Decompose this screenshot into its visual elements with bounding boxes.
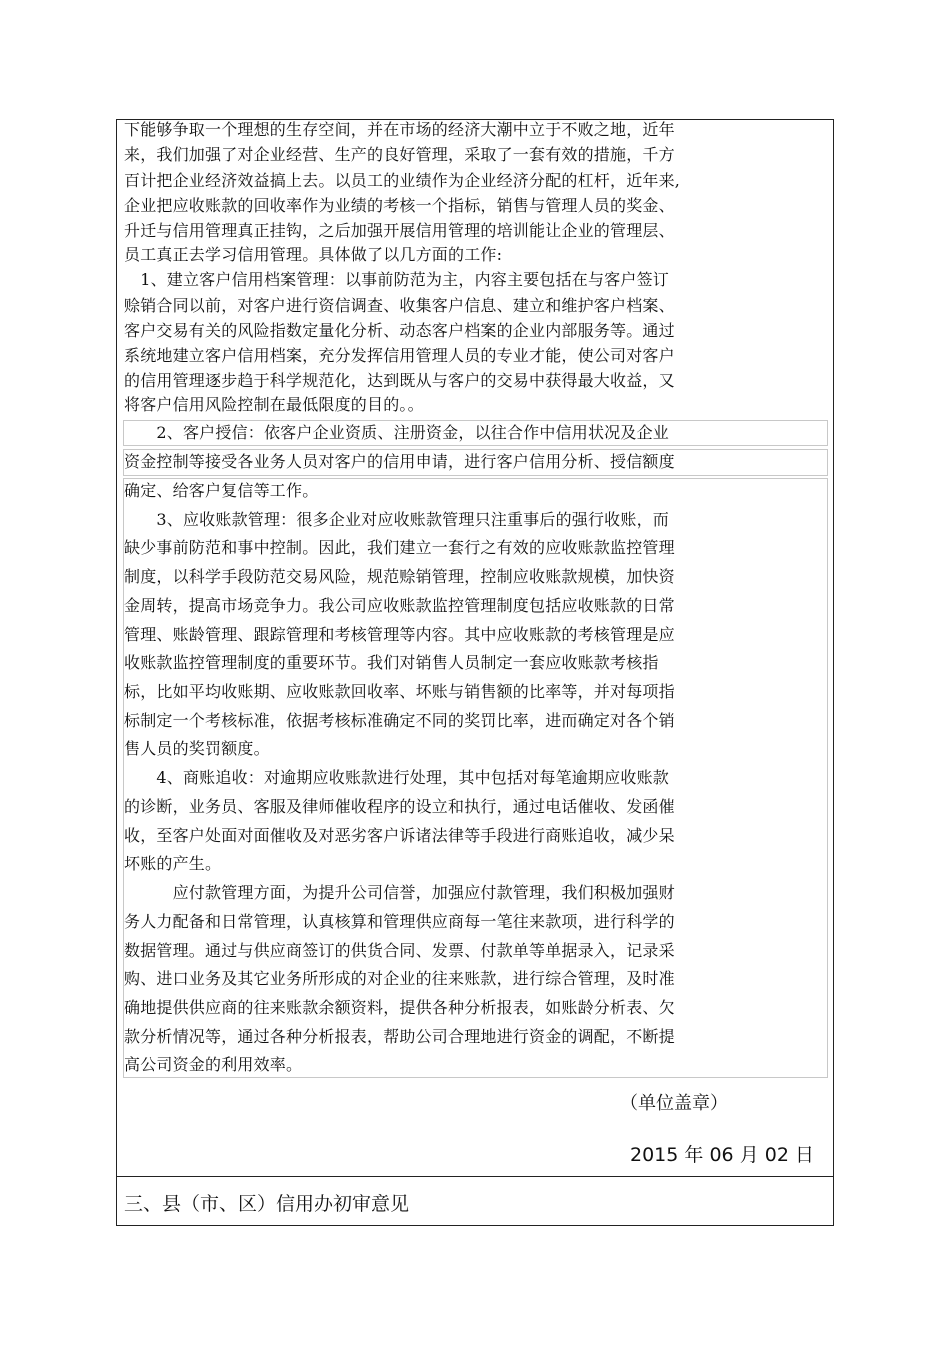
body-line: 制度，以科学手段防范交易风险，规范赊销管理，控制应收账款规模，加快资 xyxy=(124,567,675,586)
body-line: 来，我们加强了对企业经营、生产的良好管理，采取了一套有效的措施，千方 xyxy=(124,145,675,164)
date-day-unit: 日 xyxy=(794,1144,814,1166)
body-line: 下能够争取一个理想的生存空间，并在市场的经济大潮中立于不败之地，近年 xyxy=(124,120,675,139)
date-day: 02 xyxy=(764,1144,789,1166)
body-line: 系统地建立客户信用档案，充分发挥信用管理人员的专业才能，使公司对客户 xyxy=(124,346,675,365)
body-line: 标制定一个考核标准，依据考核标准确定不同的奖罚比率，进而确定对各个销 xyxy=(124,711,675,730)
body-line: 确地提供供应商的往来账款余额资料，提供各种分析报表，如账龄分析表、欠 xyxy=(124,998,675,1017)
date-year-unit: 年 xyxy=(684,1144,704,1166)
body-line: 高公司资金的利用效率。 xyxy=(124,1055,303,1074)
section-divider xyxy=(116,1176,834,1177)
body-line: 管理、账龄管理、跟踪管理和考核管理等内容。其中应收账款的考核管理是应 xyxy=(124,625,675,644)
section-title: 三、县（市、区）信用办初审意见 xyxy=(124,1193,410,1215)
body-line: 2、客户授信：依客户企业资质、注册资金，以往合作中信用状况及企业 xyxy=(124,423,669,442)
body-line: 购、进口业务及其它业务所形成的对企业的往来账款，进行综合管理，及时准 xyxy=(124,969,675,988)
body-line: 升迁与信用管理真正挂钩，之后加强开展信用管理的培训能让企业的管理层、 xyxy=(124,221,675,240)
body-line: 缺少事前防范和事中控制。因此，我们建立一套行之有效的应收账款监控管理 xyxy=(124,538,675,557)
unit-stamp-label: （单位盖章） xyxy=(620,1093,728,1114)
body-line: 金周转，提高市场竞争力。我公司应收账款监控管理制度包括应收账款的日常 xyxy=(124,596,675,615)
body-line: 的诊断，业务员、客服及律师催收程序的设立和执行，通过电话催收、发函催 xyxy=(124,797,675,816)
body-line: 应付款管理方面，为提升公司信誉，加强应付款管理，我们积极加强财 xyxy=(124,883,675,902)
body-line: 1、建立客户信用档案管理：以事前防范为主，内容主要包括在与客户签订 xyxy=(124,270,669,289)
body-line: 标，比如平均收账期、应收账款回收率、坏账与销售额的比率等，并对每项指 xyxy=(124,682,675,701)
date-month-unit: 月 xyxy=(739,1144,759,1166)
body-line: 员工真正去学习信用管理。具体做了以几方面的工作: xyxy=(124,245,503,264)
body-line: 4、商账追收：对逾期应收账款进行处理，其中包括对每笔逾期应收账款 xyxy=(124,768,669,787)
body-line: 的信用管理逐步趋于科学规范化，达到既从与客户的交易中获得最大收益，又 xyxy=(124,371,675,390)
body-line: 确定、给客户复信等工作。 xyxy=(124,481,319,500)
date-year: 2015 xyxy=(629,1144,679,1166)
body-line: 赊销合同以前，对客户进行资信调查、收集客户信息、建立和维护客户档案、 xyxy=(124,296,675,315)
body-line: 售人员的奖罚额度。 xyxy=(124,739,270,758)
body-line: 坏账的产生。 xyxy=(124,854,222,873)
body-line: 资金控制等接受各业务人员对客户的信用申请，进行客户信用分析、授信额度 xyxy=(124,452,675,471)
body-line: 收账款监控管理制度的重要环节。我们对销售人员制定一套应收账款考核指 xyxy=(124,653,659,672)
signing-date xyxy=(630,1142,814,1168)
body-line: 3、应收账款管理：很多企业对应收账款管理只注重事后的强行收账，而 xyxy=(124,510,669,529)
body-line: 企业把应收账款的回收率作为业绩的考核一个指标，销售与管理人员的奖金、 xyxy=(124,196,675,215)
date-month: 06 xyxy=(709,1144,734,1166)
body-line: 收，至客户处面对面催收及对恶劣客户诉诸法律等手段进行商账追收，减少呆 xyxy=(124,826,675,845)
body-line: 款分析情况等，通过各种分析报表，帮助公司合理地进行资金的调配，不断提 xyxy=(124,1027,675,1046)
body-line: 将客户信用风险控制在最低限度的目的。。 xyxy=(124,395,424,414)
body-line: 客户交易有关的风险指数定量化分析、动态客户档案的企业内部服务等。通过 xyxy=(124,321,675,340)
body-line: 务人力配备和日常管理，认真核算和管理供应商每一笔往来款项，进行科学的 xyxy=(124,912,675,931)
body-line: 百计把企业经济效益搞上去。以员工的业绩作为企业经济分配的杠杆，近年来, xyxy=(124,171,681,190)
body-line: 数据管理。通过与供应商签订的供货合同、发票、付款单等单据录入，记录采 xyxy=(124,941,675,960)
